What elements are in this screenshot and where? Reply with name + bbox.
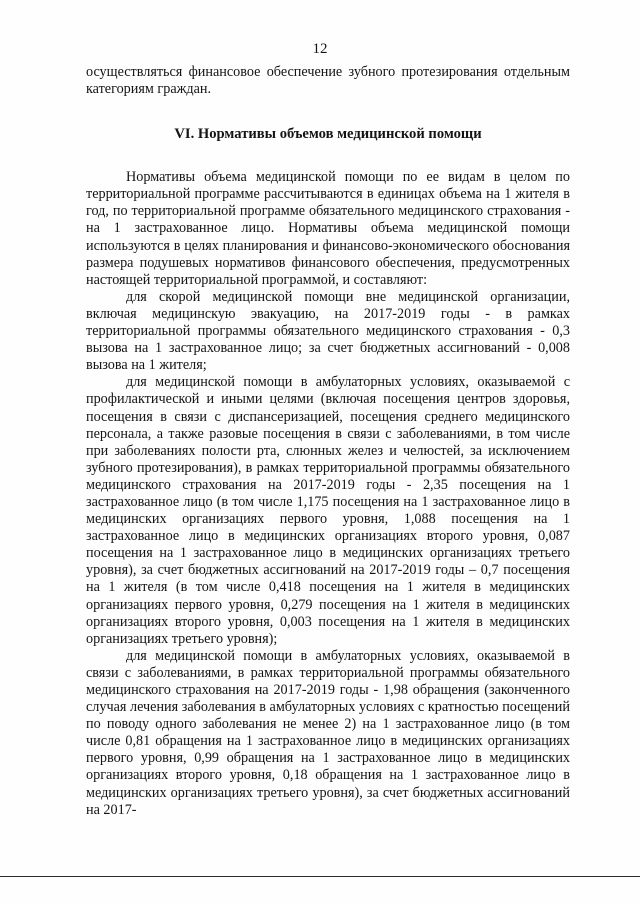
paragraph-outpatient-disease: для медицинской помощи в амбулаторных условиях, оказываемой в связи с заболеваниями, в рамках территориальной программы обязательного медицинского страхования на 2017-2019 годы - 1,98 обращения (законченного случая лечения заболевания в амбулаторных условиях с кратностью посещений по поводу одного заболевания не менее 2) на 1 застрахованное лицо (в том числе 0,81 обращения на 1 застрахованное лицо в медицинских организациях первого уровня, 0,99 обращения на 1 застрахованное лицо в медицинских организациях второго уровня, 0,18 обращения на 1 застрахованное лицо в медицинских организациях третьего уровня), за счет бюджетных ассигнований на 2017- [86,647,570,818]
paragraph-emergency-care: для скорой медицинской помощи вне медицинской организации, включая медицинскую эвакуацию, на 2017-2019 годы - в рамках территориальной программы обязательного медицинского страхования - 0,3 вызова на 1 застрахованное лицо; за счет бюджетных ассигнований - 0,008 вызова на 1 жителя; [86,288,570,374]
page-body [86,64,570,819]
paragraph-outpatient-preventive: для медицинской помощи в амбулаторных условиях, оказываемой с профилактической и иными целями (включая посещения центров здоровья, посещения в связи с диспансеризацией, посещения среднего медицинского персонала, а также разовые посещения в связи с заболеваниями, в том числе при заболеваниях полости рта, слюнных желез и челюстей, за исключением зубного протезирования), в рамках территориальной программы обязательного медицинского страхования на 2017-2019 годы - 2,35 посещения на 1 застрахованное лицо (в том числе 1,175 посещения на 1 застрахованное лицо в медицинских организациях первого уровня, 1,088 посещения на 1 застрахованное лицо в медицинских организациях второго уровня, 0,087 посещения на 1 застрахованное лицо в медицинских организациях третьего уровня), за счет бюджетных ассигнований на 2017-2019 годы – 0,7 посещения на 1 жителя (в том числе 0,418 посещения на 1 жителя в медицинских организациях первого уровня, 0,279 посещения на 1 жителя в медицинских организациях второго уровня, 0,003 посещения на 1 жителя в медицинских организациях третьего уровня); [86,374,570,647]
continued-paragraph: осуществляться финансовое обеспечение зубного протезирования отдельным категориям граждан. [86,64,570,98]
section-heading: VI. Нормативы объемов медицинской помощи [174,126,482,143]
page-bottom-rule [0,876,640,877]
page-number: 12 [312,41,328,57]
paragraph-intro: Нормативы объема медицинской помощи по ее видам в целом по территориальной программе рассчитываются в единицах объема на 1 жителя в год, по территориальной программе обязательного медицинского страхования - на 1 застрахованное лицо. Нормативы объема медицинской помощи используются в целях планирования и финансово-экономического обоснования размера подушевых нормативов финансового обеспечения, предусмотренных настоящей территориальной программой, и составляют: [86,169,570,288]
